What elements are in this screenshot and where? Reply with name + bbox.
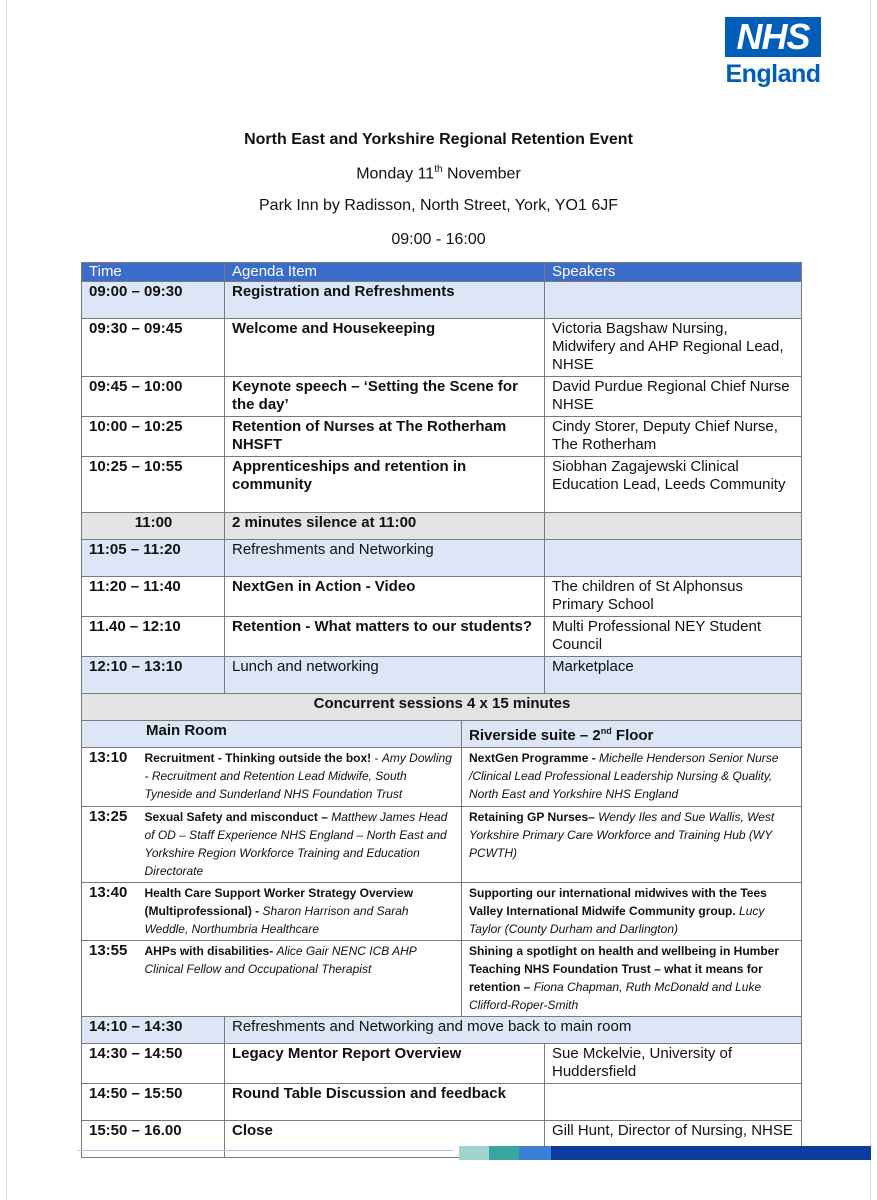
row-speakers: [545, 282, 802, 319]
session-time: 13:10: [82, 748, 225, 807]
concurrent-rooms-row: [82, 721, 802, 748]
session-main: AHPs with disabilities- Alice Gair NENC ICB AHP Clinical Fellow and Occupational Therapist: [225, 941, 462, 1017]
row-time: 14:50 – 15:50: [82, 1084, 225, 1121]
footer-bar-blue: [519, 1146, 551, 1160]
row-speakers: Cindy Storer, Deputy Chief Nurse, The Rotherham: [545, 417, 802, 457]
nhs-england-logo: [725, 17, 821, 89]
table-row: [82, 577, 802, 617]
row-item: Round Table Discussion and feedback: [225, 1084, 545, 1121]
row-speakers: The children of St Alphonsus Primary School: [545, 577, 802, 617]
row-item: Keynote speech – ‘Setting the Scene for the day’: [225, 377, 545, 417]
row-speakers: David Purdue Regional Chief Nurse NHSE: [545, 377, 802, 417]
room-riverside: Riverside suite – 2nd Floor: [462, 721, 802, 748]
row-item: Apprenticeships and retention in community: [225, 457, 545, 513]
session-main: Health Care Support Worker Strategy Overview (Multiprofessional) - Sharon Harrison and Sarah Weddle, Northumbria Healthcare: [225, 883, 462, 941]
row-item: NextGen in Action - Video: [225, 577, 545, 617]
session-riverside: Retaining GP Nurses– Wendy Iles and Sue Wallis, West Yorkshire Primary Care Workforce and Training Hub (WY PCWTH): [462, 807, 802, 883]
table-row: [82, 417, 802, 457]
row-time: 11:00: [82, 513, 225, 540]
footer-bar-navy: [551, 1146, 871, 1160]
footer-rule: [78, 1150, 453, 1151]
session-main: Recruitment - Thinking outside the box! - Amy Dowling - Recruitment and Retention Lead Midwife, South Tyneside and Sunderland NHS Foundation Trust: [225, 748, 462, 807]
table-row: [82, 540, 802, 577]
row-time: 14:30 – 14:50: [82, 1044, 225, 1084]
concurrent-title: Concurrent sessions 4 x 15 minutes: [82, 694, 802, 721]
row-speakers: [545, 540, 802, 577]
nhs-logo-mark: NHS: [725, 17, 821, 57]
row-speakers: Siobhan Zagajewski Clinical Education Lead, Leeds Community: [545, 457, 802, 513]
concurrent-title-row: [82, 694, 802, 721]
row-speakers: Victoria Bagshaw Nursing, Midwifery and AHP Regional Lead, NHSE: [545, 319, 802, 377]
event-date: Monday 11th November: [356, 164, 521, 183]
row-item: Lunch and networking: [225, 657, 545, 694]
agenda-header-row: [82, 263, 802, 282]
footer-bar-teal: [489, 1146, 519, 1160]
row-speakers: [545, 1084, 802, 1121]
session-time: 13:25: [82, 807, 225, 883]
footer-bar-teal-light: [459, 1146, 489, 1160]
row-item: Legacy Mentor Report Overview: [225, 1044, 545, 1084]
row-speakers: [545, 513, 802, 540]
room-main: Main Room: [82, 721, 462, 748]
row-time: 12:10 – 13:10: [82, 657, 225, 694]
row-item: Registration and Refreshments: [225, 282, 545, 319]
session-riverside: Shining a spotlight on health and wellbeing in Humber Teaching NHS Foundation Trust – what it means for retention – Fiona Chapman, Ruth McDonald and Luke Clifford-Roper-Smith: [462, 941, 802, 1017]
table-row: [82, 457, 802, 513]
row-time: 11.40 – 12:10: [82, 617, 225, 657]
session-row: [82, 941, 802, 1017]
row-speakers: Marketplace: [545, 657, 802, 694]
row-time: 15:50 – 16.00: [82, 1121, 225, 1158]
row-item: Refreshments and Networking and move back to main room: [225, 1017, 802, 1044]
table-row: [82, 1044, 802, 1084]
session-time: 13:55: [82, 941, 225, 1017]
header-time: Time: [82, 263, 225, 282]
table-row: [82, 319, 802, 377]
event-title: North East and Yorkshire Regional Retention Event: [244, 131, 633, 148]
session-row: [82, 883, 802, 941]
row-speakers: Gill Hunt, Director of Nursing, NHSE: [545, 1121, 802, 1158]
row-item: Retention of Nurses at The Rotherham NHSFT: [225, 417, 545, 457]
session-row: [82, 807, 802, 883]
session-riverside: NextGen Programme - Michelle Henderson Senior Nurse /Clinical Lead Professional Leadership Nursing & Quality, North East and Yorkshire NHS England: [462, 748, 802, 807]
header-agenda-item: Agenda Item: [225, 263, 545, 282]
session-main: Sexual Safety and misconduct – Matthew James Head of OD – Staff Experience NHS England – North East and Yorkshire Region Workforce Training and Education Directorate: [225, 807, 462, 883]
table-row: [82, 282, 802, 319]
row-speakers: Multi Professional NEY Student Council: [545, 617, 802, 657]
row-speakers: Sue Mckelvie, University of Huddersfield: [545, 1044, 802, 1084]
row-time: 11:05 – 11:20: [82, 540, 225, 577]
row-item: Close: [225, 1121, 545, 1158]
row-item: Retention - What matters to our students?: [225, 617, 545, 657]
session-time: 13:40: [82, 883, 225, 941]
row-time: 09:30 – 09:45: [82, 319, 225, 377]
table-row: [82, 513, 802, 540]
session-row: [82, 748, 802, 807]
row-time: 09:00 – 09:30: [82, 282, 225, 319]
event-venue: Park Inn by Radisson, North Street, York, YO1 6JF: [259, 197, 618, 214]
nhs-logo-org: England: [725, 60, 821, 88]
table-row: [82, 617, 802, 657]
agenda-table: [81, 262, 802, 1158]
row-time: 14:10 – 14:30: [82, 1017, 225, 1044]
row-time: 10:25 – 10:55: [82, 457, 225, 513]
row-time: 10:00 – 10:25: [82, 417, 225, 457]
header-speakers: Speakers: [545, 263, 802, 282]
table-row: [82, 1084, 802, 1121]
row-time: 09:45 – 10:00: [82, 377, 225, 417]
row-item: Welcome and Housekeeping: [225, 319, 545, 377]
row-item: Refreshments and Networking: [225, 540, 545, 577]
event-hours: 09:00 - 16:00: [391, 231, 486, 248]
table-row: [82, 657, 802, 694]
row-time: 11:20 – 11:40: [82, 577, 225, 617]
table-row: [82, 1017, 802, 1044]
table-row: [82, 377, 802, 417]
row-item: 2 minutes silence at 11:00: [225, 513, 545, 540]
session-riverside: Supporting our international midwives with the Tees Valley International Midwife Community group. Lucy Taylor (County Durham and Darlington): [462, 883, 802, 941]
